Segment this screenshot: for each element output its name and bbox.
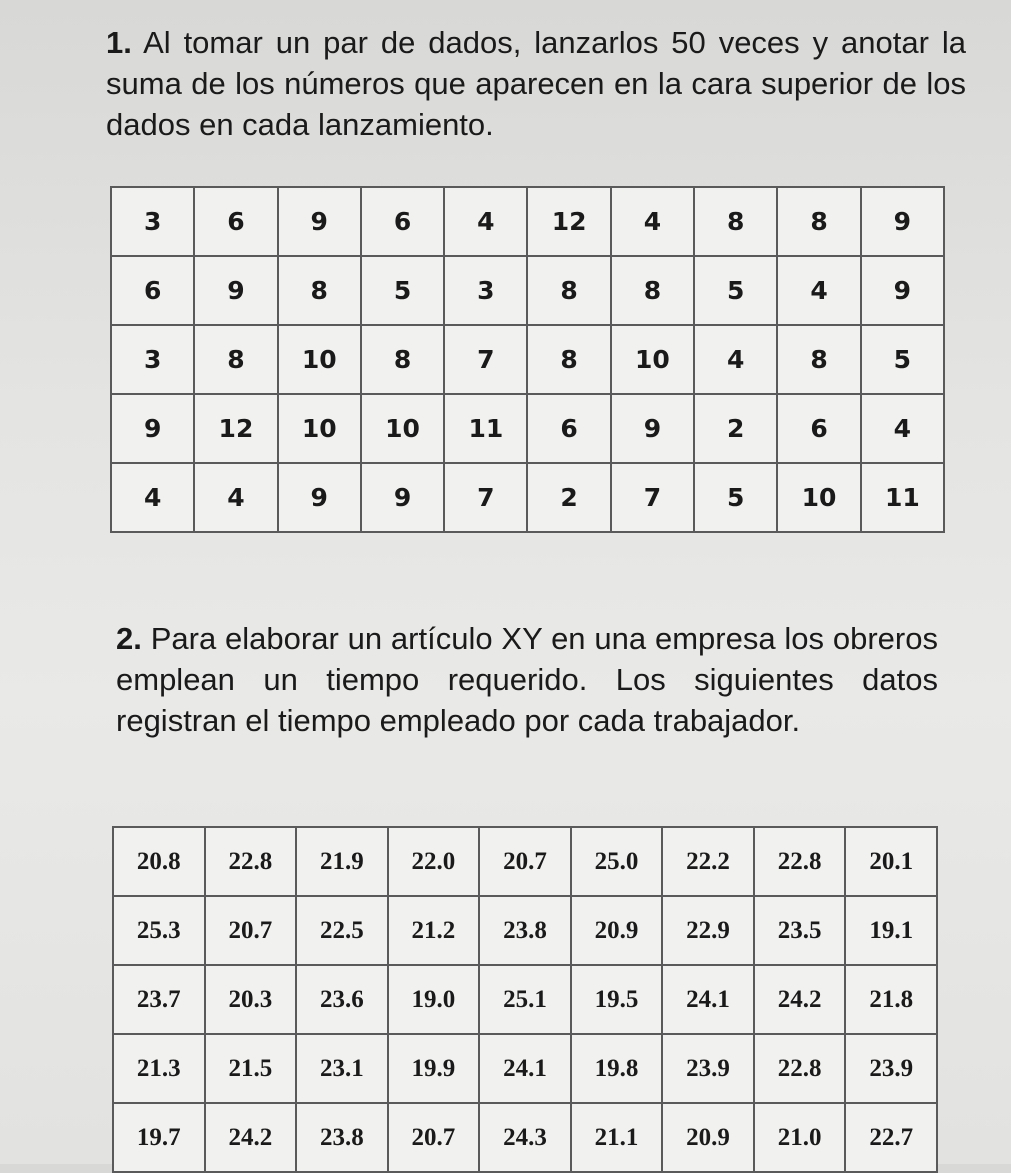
table-cell: 21.2: [388, 896, 480, 965]
table-cell: 6: [194, 187, 277, 256]
table-cell: 22.8: [754, 1034, 846, 1103]
table-cell: 3: [111, 325, 194, 394]
table-cell: 22.7: [845, 1103, 937, 1172]
table-cell: 4: [777, 256, 860, 325]
table-cell: 3: [111, 187, 194, 256]
table-row: [111, 187, 944, 256]
table-cell: 7: [444, 325, 527, 394]
table-cell: 24.2: [205, 1103, 297, 1172]
table-cell: 21.1: [571, 1103, 663, 1172]
table-cell: 4: [194, 463, 277, 532]
table-cell: 10: [611, 325, 694, 394]
table-cell: 4: [611, 187, 694, 256]
table-cell: 11: [861, 463, 944, 532]
table-cell: 7: [611, 463, 694, 532]
table-row: [111, 463, 944, 532]
table-cell: 9: [194, 256, 277, 325]
table-cell: 24.1: [479, 1034, 571, 1103]
problem-1-text: Al tomar un par de dados, lanzarlos 50 veces y anotar la suma de los números que aparecen en la cara superior de los dados en cada lanzamiento.: [106, 25, 966, 142]
problem-1-number: 1.: [106, 25, 132, 60]
table-cell: 23.8: [296, 1103, 388, 1172]
table-cell: 12: [527, 187, 610, 256]
table-cell: 23.5: [754, 896, 846, 965]
table-cell: 9: [861, 187, 944, 256]
table-cell: 21.8: [845, 965, 937, 1034]
table-cell: 10: [777, 463, 860, 532]
table-cell: 6: [777, 394, 860, 463]
worker-times-table: [112, 826, 938, 1173]
table-cell: 8: [527, 256, 610, 325]
table-cell: 2: [527, 463, 610, 532]
table-cell: 22.8: [754, 827, 846, 896]
table-cell: 25.3: [113, 896, 205, 965]
table-cell: 9: [111, 394, 194, 463]
table-cell: 21.9: [296, 827, 388, 896]
table-cell: 2: [694, 394, 777, 463]
table-cell: 23.1: [296, 1034, 388, 1103]
table-cell: 11: [444, 394, 527, 463]
problem-2-statement: [116, 618, 938, 741]
table-cell: 4: [444, 187, 527, 256]
table-cell: 19.1: [845, 896, 937, 965]
table-cell: 22.2: [662, 827, 754, 896]
table-cell: 8: [611, 256, 694, 325]
problem-2-number: 2.: [116, 621, 142, 656]
table-row: [111, 256, 944, 325]
table-cell: 4: [861, 394, 944, 463]
table-cell: 21.0: [754, 1103, 846, 1172]
worker-times-table-body: [113, 827, 937, 1172]
table-cell: 10: [278, 325, 361, 394]
table-cell: 19.8: [571, 1034, 663, 1103]
table-cell: 9: [278, 463, 361, 532]
table-cell: 19.7: [113, 1103, 205, 1172]
table-cell: 23.9: [845, 1034, 937, 1103]
table-cell: 21.5: [205, 1034, 297, 1103]
table-cell: 20.9: [571, 896, 663, 965]
dice-sums-table-body: [111, 187, 944, 532]
table-cell: 20.7: [388, 1103, 480, 1172]
table-cell: 19.0: [388, 965, 480, 1034]
table-cell: 12: [194, 394, 277, 463]
table-cell: 8: [694, 187, 777, 256]
table-cell: 5: [861, 325, 944, 394]
table-cell: 20.7: [205, 896, 297, 965]
table-cell: 22.8: [205, 827, 297, 896]
table-cell: 7: [444, 463, 527, 532]
table-cell: 8: [278, 256, 361, 325]
table-cell: 24.2: [754, 965, 846, 1034]
table-cell: 8: [777, 325, 860, 394]
table-cell: 19.9: [388, 1034, 480, 1103]
table-cell: 23.8: [479, 896, 571, 965]
table-cell: 5: [694, 463, 777, 532]
table-cell: 8: [527, 325, 610, 394]
table-cell: 5: [361, 256, 444, 325]
table-cell: 9: [361, 463, 444, 532]
table-cell: 19.5: [571, 965, 663, 1034]
table-row: [111, 394, 944, 463]
problem-1-statement: [106, 22, 966, 145]
table-cell: 20.9: [662, 1103, 754, 1172]
table-row: [111, 325, 944, 394]
table-cell: 22.9: [662, 896, 754, 965]
table-cell: 24.3: [479, 1103, 571, 1172]
table-row: [113, 965, 937, 1034]
table-cell: 25.1: [479, 965, 571, 1034]
dice-sums-table: [110, 186, 945, 533]
table-cell: 20.3: [205, 965, 297, 1034]
table-cell: 9: [611, 394, 694, 463]
table-cell: 5: [694, 256, 777, 325]
table-cell: 9: [278, 187, 361, 256]
table-cell: 20.8: [113, 827, 205, 896]
table-cell: 10: [361, 394, 444, 463]
table-cell: 8: [361, 325, 444, 394]
table-cell: 9: [861, 256, 944, 325]
table-row: [113, 896, 937, 965]
table-cell: 6: [111, 256, 194, 325]
table-row: [113, 1103, 937, 1172]
table-cell: 22.0: [388, 827, 480, 896]
table-cell: 24.1: [662, 965, 754, 1034]
table-cell: 6: [361, 187, 444, 256]
table-cell: 23.6: [296, 965, 388, 1034]
table-row: [113, 827, 937, 896]
table-cell: 23.7: [113, 965, 205, 1034]
table-cell: 4: [111, 463, 194, 532]
table-cell: 8: [777, 187, 860, 256]
table-cell: 20.1: [845, 827, 937, 896]
table-cell: 20.7: [479, 827, 571, 896]
table-cell: 21.3: [113, 1034, 205, 1103]
table-cell: 3: [444, 256, 527, 325]
table-cell: 4: [694, 325, 777, 394]
problem-2-text: Para elaborar un artículo XY en una empresa los obreros emplean un tiempo requerido. Los siguientes datos registran el tiempo empleado por cada trabajador.: [116, 621, 938, 738]
table-cell: 6: [527, 394, 610, 463]
table-cell: 23.9: [662, 1034, 754, 1103]
table-cell: 8: [194, 325, 277, 394]
table-cell: 10: [278, 394, 361, 463]
table-row: [113, 1034, 937, 1103]
table-cell: 22.5: [296, 896, 388, 965]
table-cell: 25.0: [571, 827, 663, 896]
